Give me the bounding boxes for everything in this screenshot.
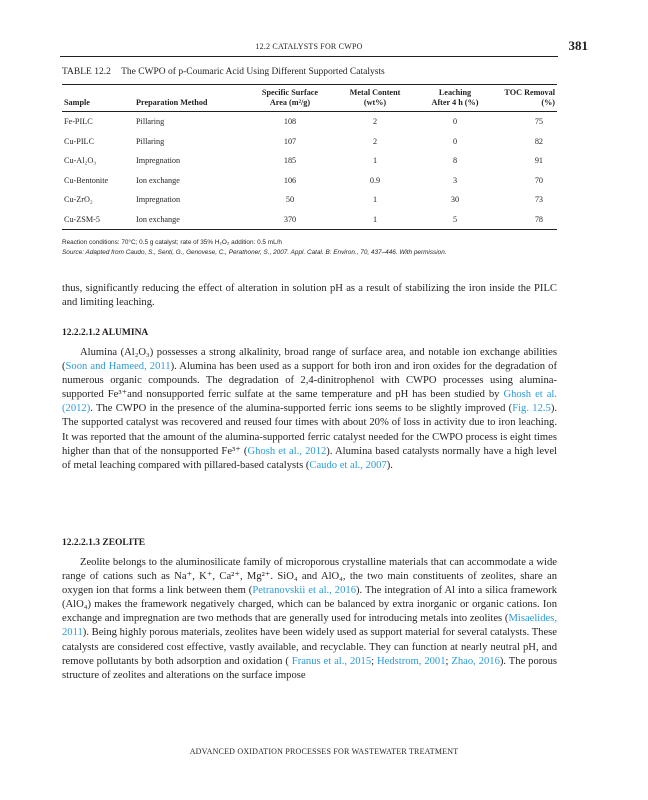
cell-metal: 2 <box>372 117 378 127</box>
paragraph-intro: thus, significantly reducing the effect of alteration in solution pH as a result of stabilizing the iron inside the PILC and limiting leaching. <box>62 283 557 309</box>
header-leaching: Leaching After 4 h (%) <box>416 85 494 112</box>
section-heading-zeolite: 12.2.2.1.3 ZEOLITE <box>62 538 146 548</box>
cell-area: 106 <box>283 175 297 185</box>
cell-leaching: 0 <box>452 136 458 146</box>
cell-leaching: 30 <box>450 195 460 205</box>
table-title: The CWPO of p-Coumaric Acid Using Different Supported Catalysts <box>121 67 385 77</box>
table-caption <box>62 67 385 77</box>
catalyst-table <box>62 84 557 230</box>
page-number: 381 <box>568 38 588 53</box>
header-rule <box>60 56 558 57</box>
header-toc-removal: TOC Removal (%) <box>494 85 557 112</box>
cell-metal: 1 <box>372 156 378 166</box>
cell-leaching: 3 <box>452 175 458 185</box>
cell-sample: Cu-Bentonite <box>64 175 109 185</box>
citation-link[interactable]: Ghosh et al., 2012 <box>247 445 327 457</box>
cell-area: 50 <box>285 195 295 205</box>
cell-metal: 2 <box>372 136 378 146</box>
citation-link[interactable]: Ghosh et al. (2012) <box>62 389 557 415</box>
cell-area: 370 <box>246 210 334 230</box>
cell-method: Ion exchange <box>134 210 246 230</box>
table-header-row <box>62 85 557 112</box>
citation-link[interactable]: Soon and Hameed, 2011 <box>65 361 171 373</box>
cell-method: Pillaring <box>136 117 165 127</box>
cell-toc: 73 <box>534 195 543 205</box>
cell-area: 107 <box>283 136 297 146</box>
cell-toc: 82 <box>534 136 543 146</box>
cell-sample: Cu-PILC <box>64 136 95 146</box>
cell-toc: 91 <box>534 156 543 166</box>
table-note-conditions: Reaction conditions: 70°C; 0.5 g catalyst; rate of 35% H₂O₂ addition: 0.5 mL/h <box>62 239 282 246</box>
cell-method: Impregnation <box>136 195 181 205</box>
citation-link[interactable]: Caudo et al., 2007 <box>309 459 387 471</box>
cell-metal: 1 <box>334 210 416 230</box>
cell-toc: 75 <box>534 117 543 127</box>
running-head-title: 12.2 CATALYSTS FOR CWPO <box>255 42 363 51</box>
table-label: TABLE 12.2 <box>62 67 111 77</box>
cell-sample: Cu-ZSM-5 <box>62 210 134 230</box>
citation-link[interactable]: Hedstrom, 2001 <box>377 655 446 667</box>
citation-link[interactable]: Franus et al., 2015 <box>291 655 372 667</box>
table-row <box>62 132 557 152</box>
book-title-footer: ADVANCED OXIDATION PROCESSES FOR WASTEWATER TREATMENT <box>189 747 459 756</box>
table-row <box>62 210 557 230</box>
cell-sample: Cu-Al₂O₃ <box>64 156 97 166</box>
header-sample: Sample <box>62 85 134 112</box>
cell-sample: Cu-ZrO₂ <box>64 195 93 205</box>
cell-metal: 0.9 <box>369 175 381 185</box>
cell-method: Ion exchange <box>136 175 180 185</box>
paragraph-alumina: Alumina (Al₂O₃) possesses a strong alkalinity, broad range of surface area, and notable ion exchange abilities (Soon and Hameed, 2011). Alumina has been used as a support for both iron and iron oxides for the degradation of numerous organic compounds. The degradation of 2,4-dinitrophenol with CWPO processes using alumina-supported Fe³⁺and nonsupported ferric sulfate at the same temperature and pH has been studied by Ghosh et al. (2012). The CWPO in the presence of the alumina-supported ferric ions seems to be slightly improved (Fig. 12.5). The supported catalyst was recovered and reused four times with about 20% of loss in activity due to iron leaching. It was reported that the amount of the alumina-supported ferric catalyst needed for the CWPO process is eight times higher than that of the nonsupported Fe³⁺ (Ghosh et al., 2012). Alumina based catalysts normally have a high level of metal leaching compared with pillared-based catalysts (Caudo et al., 2007). <box>62 347 557 471</box>
table-note-source: Source: Adapted from Caudo, S., Senti, G., Genovese, C., Perathoner, S., 2007. Appl. Catal. B: Environ., 70, 437–446. With permission. <box>62 249 447 256</box>
cell-area: 185 <box>283 156 297 166</box>
header-surface-area: Specific Surface Area (m²/g) <box>246 85 334 112</box>
section-heading-alumina: 12.2.2.1.2 ALUMINA <box>62 328 149 338</box>
cell-method: Pillaring <box>136 136 165 146</box>
header-method: Preparation Method <box>134 85 246 112</box>
cell-area: 108 <box>283 117 297 127</box>
paragraph-zeolite: Zeolite belongs to the aluminosilicate family of microporous crystalline materials that can accommodate a wide range of cations such as Na⁺, K⁺, Ca²⁺, Mg²⁺. SiO₄ and AlO₄, the two main constituents of zeolites, share an oxygen ion that forms a link between them (Petranovskii et al., 2016). The integration of Al into a silica framework (AlO₄) makes the framework negatively charged, which can be balanced by extra inorganic or organic cations. Ion exchange and impregnation are two methods that are generally used for introducing metals into zeolites (Misaelides, 2011). Being highly porous materials, zeolites have been widely used as support material for several catalysts. These catalysts are considered cost effective, vastly available, and recyclable. They can function at nearly neutral pH, and remove pollutants by both adsorption and oxidation ( Franus et al., 2015; Hedstrom, 2001; Zhao, 2016). The porous structure of zeolites and alterations on the surface impose <box>62 557 558 681</box>
cell-leaching: 8 <box>452 156 458 166</box>
citation-link[interactable]: Petranovskii et al., 2016 <box>252 585 356 597</box>
cell-leaching: 5 <box>416 210 494 230</box>
cell-sample: Fe-PILC <box>64 117 93 127</box>
cell-metal: 1 <box>372 195 378 205</box>
cell-method: Impregnation <box>136 156 181 166</box>
header-metal-content: Metal Content (wt%) <box>334 85 416 112</box>
running-head <box>60 38 588 53</box>
cell-toc: 70 <box>534 175 543 185</box>
table-row <box>62 151 557 171</box>
figure-link[interactable]: Fig. 12.5 <box>512 403 551 415</box>
table-row <box>62 190 557 210</box>
table-row <box>62 171 557 191</box>
cell-leaching: 0 <box>452 117 458 127</box>
table-row <box>62 112 557 132</box>
citation-link[interactable]: Misaelides, 2011 <box>62 613 557 639</box>
citation-link[interactable]: Zhao, 2016 <box>451 655 500 667</box>
cell-toc: 78 <box>494 210 557 230</box>
